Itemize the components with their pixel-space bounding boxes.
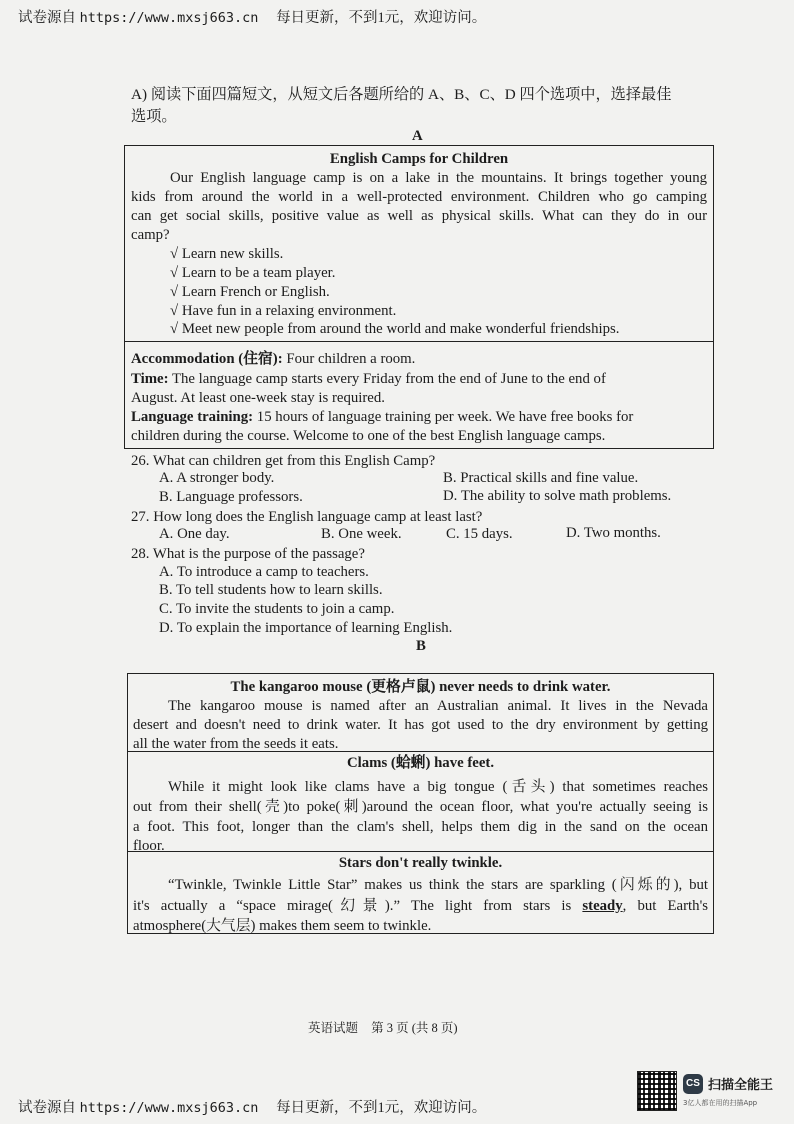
section-line: atmosphere(大气层) makes them seem to twinkle. [133,918,432,934]
accommodation-label: Accommodation (住宿): [131,351,283,367]
passage-a-box [124,145,714,449]
passage-a-intro-line: kids from around the world in a well-protected environment. Children who go camping [131,189,707,205]
question-26-option[interactable]: B. Language professors. [159,489,303,505]
time-text: The language camp starts every Friday from the end of June to the end of [168,371,606,387]
section-line: a foot. This foot, longer than the clam's shell, helps them dig in the sand on the ocean [133,819,708,835]
watermark-suffix: 每日更新，不到1元，欢迎访问。 [276,10,487,26]
accommodation-text: Four children a room. [282,351,416,367]
watermark-suffix: 每日更新，不到1元，欢迎访问。 [276,1100,487,1116]
section-line [133,897,708,916]
watermark-prefix: 试卷源自 [18,1100,76,1116]
training-line-2: children during the course. Welcome to one of the best English language camps. [131,428,606,444]
section-line: floor. [133,838,165,854]
passage-a-title: English Camps for Children [329,151,509,167]
section-line: out from their shell(壳)to poke(刺)around the ocean floor, what you're actually seeing is [133,799,708,815]
question-28-option[interactable]: B. To tell students how to learn skills. [159,582,383,598]
passage-a-bullet: √ Meet new people from around the world and make wonderful friendships. [170,321,620,337]
passage-a-bullet: √ Learn to be a team player. [170,265,336,281]
section-line: desert and doesn't need to drink water. It has got used to the dry environment by getting [133,717,708,733]
passage-b-section-3 [128,851,713,933]
section-line-text: , but Earth's [622,898,708,914]
question-26-option[interactable]: B. Practical skills and fine value. [443,470,639,486]
question-28-option[interactable]: A. To introduce a camp to teachers. [159,564,369,580]
section-line-text: it's actually a “space mirage(幻景).” The light from stars is [133,898,583,914]
section-line: While it might look like clams have a big tongue (舌头) that sometimes reaches [168,779,708,795]
question-27-option[interactable]: D. Two months. [566,525,661,541]
question-28-stem: 28. What is the purpose of the passage? [131,546,365,562]
section-title: Clams (蛤蜊) have feet. [346,755,495,771]
passage-b-section-1 [128,674,713,751]
question-26-option[interactable]: A. A stronger body. [159,470,275,486]
training-line [131,408,633,427]
time-line-2: August. At least one-week stay is required. [131,390,385,406]
time-label: Time: [131,371,169,387]
qr-code-icon[interactable] [637,1071,677,1111]
passage-a-bullet: √ Have fun in a relaxing environment. [170,303,397,319]
training-text: 15 hours of language training per week. We have free books for [253,409,634,425]
footer-subject: 英语试题 [308,1021,359,1035]
passage-b-letter: B [416,638,426,654]
passage-a-bullet: √ Learn French or English. [170,284,330,300]
camscanner-logo-icon: CS [683,1074,703,1094]
passage-a-intro-line: camp? [131,227,170,243]
passage-a-letter: A [412,128,423,144]
watermark-bottom [18,1096,486,1117]
time-line [131,370,606,389]
watermark-url[interactable]: https://www.mxsj663.cn [79,1100,259,1116]
passage-a-intro [125,146,713,339]
section-line: The kangaroo mouse is named after an Australian animal. It lives in the Nevada [168,698,708,714]
question-27-option[interactable]: A. One day. [159,526,230,542]
scanner-app-name: 扫描全能王 [708,1078,774,1093]
passage-a-bullet: √ Learn new skills. [170,246,284,262]
passage-a-intro-line: can get social skills, positive value as well as physical skills. What can they do in our [131,208,707,224]
section-title: The kangaroo mouse (更格卢鼠) never needs to drink water. [230,679,611,695]
footer-page-number: 第 3 页 (共 8 页) [371,1021,458,1035]
passage-a-intro-line: Our English language camp is on a lake in the mountains. It brings together young [170,170,707,186]
scanner-tagline: 3亿人都在用的扫描App [683,1099,758,1107]
steady-emphasis: steady [582,898,623,914]
watermark-top [18,6,486,27]
watermark-url[interactable]: https://www.mxsj663.cn [79,10,259,26]
passage-b-box [127,673,714,934]
training-label: Language training: [131,409,254,425]
watermark-prefix: 试卷源自 [18,10,76,26]
question-27-option[interactable]: C. 15 days. [446,526,513,542]
instruction-line-2: 选项。 [131,108,177,125]
instruction-line-1: A) 阅读下面四篇短文，从短文后各题所给的 A、B、C、D 四个选项中，选择最佳 [131,86,672,103]
section-line: “Twinkle, Twinkle Little Star” makes us think the stars are sparkling (闪烁的), but [168,877,708,893]
accommodation-line [131,350,415,369]
question-27-stem: 27. How long does the English language camp at least last? [131,509,483,525]
question-26-option[interactable]: D. The ability to solve math problems. [443,488,672,504]
question-28-option[interactable]: D. To explain the importance of learning English. [159,620,453,636]
page-footer [308,1018,458,1036]
section-title: Stars don't really twinkle. [338,855,503,871]
section-line: all the water from the seeds it eats. [133,736,339,752]
passage-a-info [125,341,713,448]
question-27-option[interactable]: B. One week. [321,526,402,542]
question-26-stem: 26. What can children get from this English Camp? [131,453,436,469]
question-28-option[interactable]: C. To invite the students to join a camp. [159,601,395,617]
passage-b-section-2 [128,751,713,852]
